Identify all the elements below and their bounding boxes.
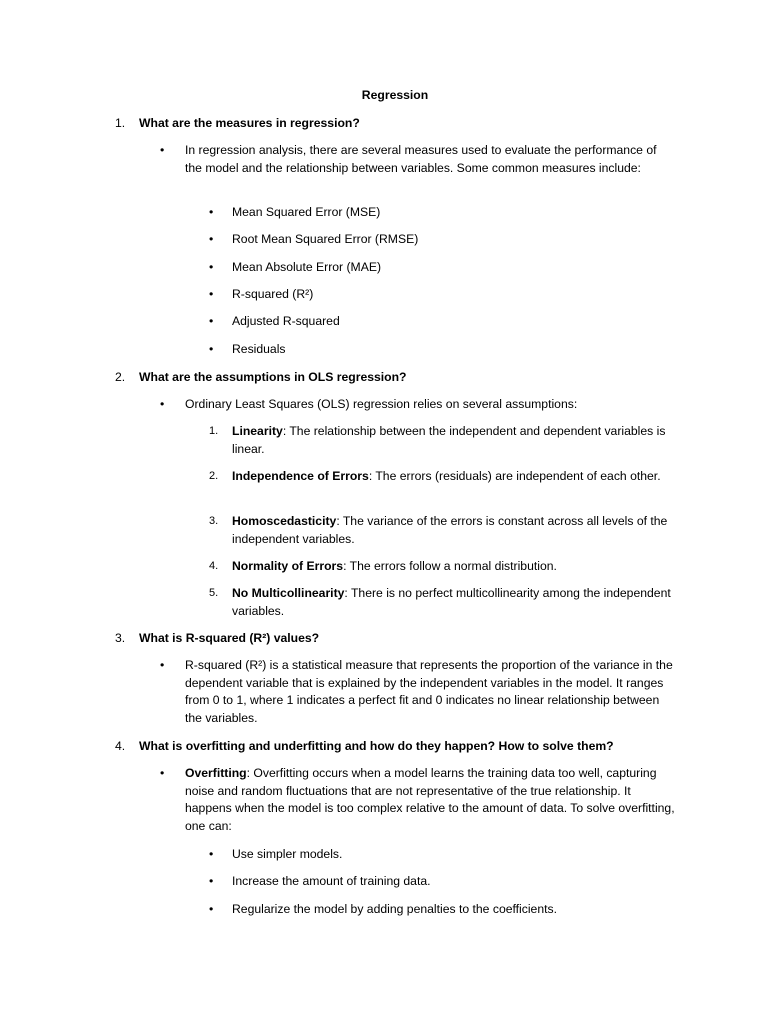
assumption-item: 3. Homoscedasticity: The variance of the errors is constant across all levels of the independent variables. — [209, 514, 668, 546]
bullet-icon: • — [209, 260, 214, 274]
bullet-icon: • — [209, 232, 214, 246]
list-item: • Mean Absolute Error (MAE) — [232, 259, 672, 277]
list-item: • Mean Squared Error (MSE) — [232, 204, 672, 222]
assumption-item: 5. No Multicollinearity: There is no perfect multicollinearity among the independent variables. — [209, 586, 671, 618]
bullet-icon: • — [160, 658, 165, 672]
bullet-icon: • — [160, 766, 165, 780]
q1-intro-text: In regression analysis, there are several measures used to evaluate the performance of the model and the relationship between variables. Some common measures include: — [185, 143, 657, 175]
assumption-term: Linearity — [232, 424, 283, 438]
q2-intro-text: Ordinary Least Squares (OLS) regression relies on several assumptions: — [185, 397, 578, 411]
list-item: • R-squared (R²) — [232, 286, 672, 304]
assumption-term: Independence of Errors — [232, 469, 369, 483]
question-text: What is R-squared (R²) values? — [139, 631, 320, 645]
list-item: • Use simpler models. — [232, 846, 672, 864]
question-text: What are the assumptions in OLS regression? — [139, 370, 407, 384]
bullet-icon: • — [209, 902, 214, 916]
bullet-icon: • — [209, 847, 214, 861]
q3-answer-bullet — [160, 657, 675, 727]
assumption-item: 2. Independence of Errors: The errors (residuals) are independent of each other. — [209, 469, 661, 483]
question-text: What are the measures in regression? — [139, 116, 360, 130]
bullet-icon: • — [209, 342, 214, 356]
bullet-icon: • — [209, 287, 214, 301]
assumption-item: 1. Linearity: The relationship between the independent and dependent variables is linear. — [209, 424, 666, 456]
bullet-icon: • — [160, 397, 165, 411]
q3-answer-text: R-squared (R²) is a statistical measure that represents the proportion of the variance in the dependent variable that is explained by the independent variables in the model. It ranges from 0 to 1, where 1 indicates a perfect fit and 0 indicates no linear relationship between the variables. — [185, 658, 673, 725]
assumption-term: Normality of Errors — [232, 559, 344, 573]
list-item: • Adjusted R-squared — [232, 313, 672, 331]
overfitting-text: : Overfitting occurs when a model learns the training data too well, capturing noise and random fluctuations that are not representative of the true relationship. It happens when the model is too complex relative to the amount of data. To solve overfitting, one can: — [185, 766, 675, 833]
q2-intro-bullet — [160, 396, 675, 414]
bullet-icon: • — [160, 143, 165, 157]
bullet-icon: • — [209, 314, 214, 328]
assumption-term: Homoscedasticity — [232, 514, 337, 528]
assumption-term: No Multicollinearity — [232, 586, 345, 600]
question-number: 2. — [115, 370, 126, 384]
question-number: 4. — [115, 739, 126, 753]
overfitting-term: Overfitting — [185, 766, 247, 780]
q4-overfitting-bullet — [160, 765, 675, 835]
question-text: What is overfitting and underfitting and how do they happen? How to solve them? — [139, 739, 614, 753]
question-number: 1. — [115, 116, 126, 130]
question-number: 3. — [115, 631, 126, 645]
list-item: • Root Mean Squared Error (RMSE) — [232, 231, 672, 249]
assumption-item: 4. Normality of Errors: The errors follow a normal distribution. — [209, 559, 557, 573]
page-title: Regression — [361, 88, 429, 102]
bullet-icon: • — [209, 874, 214, 888]
q1-intro-bullet — [160, 142, 675, 177]
list-item: • Residuals — [232, 341, 672, 359]
list-item: • Increase the amount of training data. — [232, 873, 672, 891]
bullet-icon: • — [209, 205, 214, 219]
list-item: • Regularize the model by adding penalties to the coefficients. — [232, 901, 672, 919]
